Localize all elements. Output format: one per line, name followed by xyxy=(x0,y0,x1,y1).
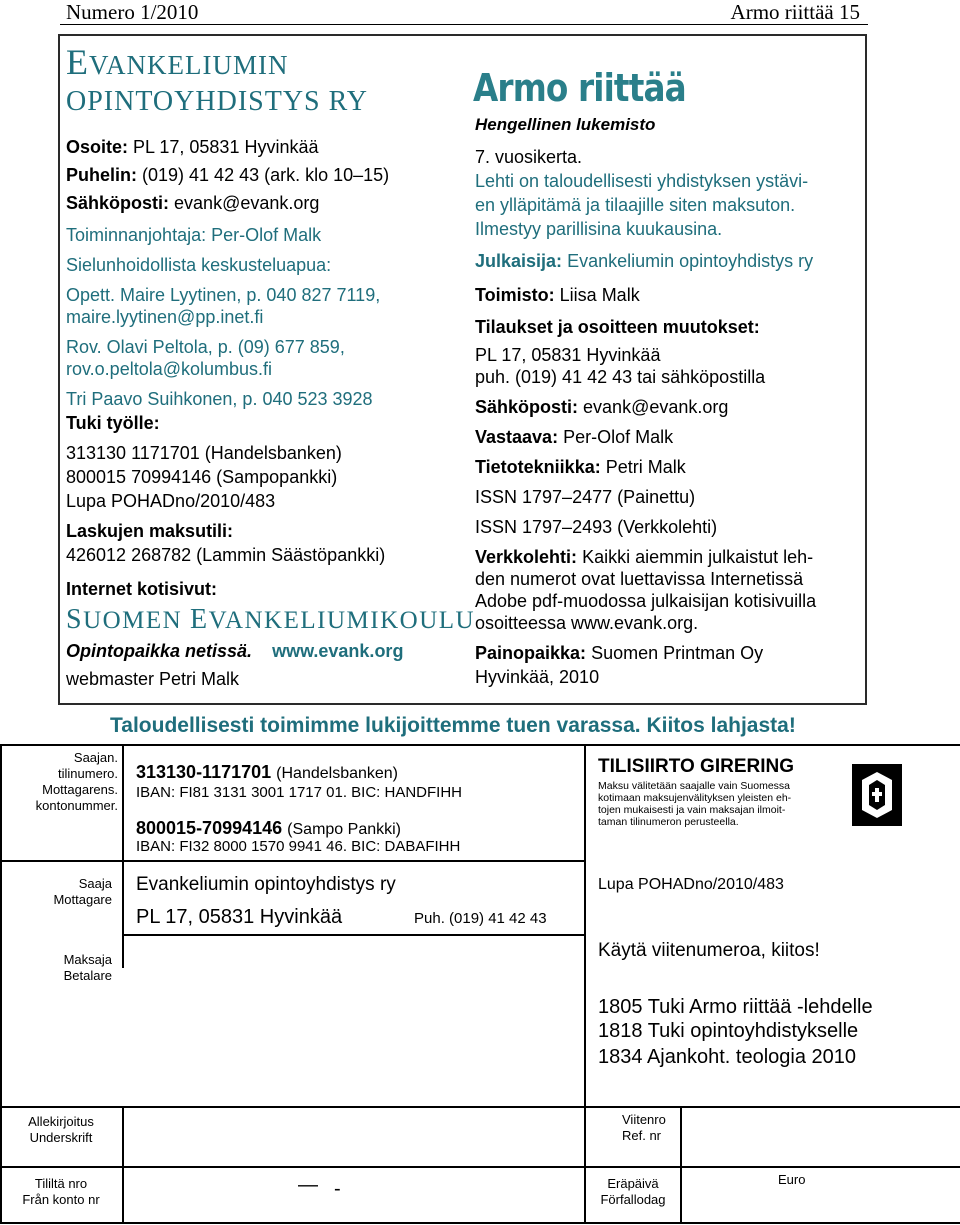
school-tagline: Opintopaikka netissä. www.evank.org xyxy=(66,641,404,661)
reference-1: 1805 Tuki Armo riittää -lehdelle xyxy=(598,996,873,1018)
school-title: SUOMEN EVANKELIUMIKOULU xyxy=(66,604,476,635)
orders-2: puh. (019) 41 42 43 tai sähköpostilla xyxy=(475,367,766,387)
billing: 426012 268782 (Lammin Säästöpankki) xyxy=(66,545,386,565)
support-1: 313130 1171701 (Handelsbanken) xyxy=(66,443,342,463)
giro-mid-divider xyxy=(584,744,586,1224)
header-rule xyxy=(60,24,868,25)
org-address: Osoite: PL 17, 05831 Hyvinkää xyxy=(66,137,319,157)
orders-1: PL 17, 05831 Hyvinkää xyxy=(475,345,661,365)
print-place-2: Hyvinkää, 2010 xyxy=(475,667,600,687)
magazine-office: Toimisto: Liisa Malk xyxy=(475,285,640,305)
account-dash-2: - xyxy=(334,1178,341,1200)
school-url[interactable]: www.evank.org xyxy=(272,641,404,661)
counsel-2a: Rov. Olavi Peltola, p. (09) 677 859, xyxy=(66,337,345,357)
org-director: Toiminnanjohtaja: Per-Olof Malk xyxy=(66,225,322,245)
org-email: Sähköposti: evank@evank.org xyxy=(66,193,320,213)
account-dash-1: — xyxy=(298,1174,318,1196)
giro-title: TILISIIRTO GIRERING xyxy=(598,756,794,777)
giro-line-4 xyxy=(0,1106,960,1108)
org-phone: Puhelin: (019) 41 42 43 (ark. klo 10–15) xyxy=(66,165,390,185)
euro-label: Euro xyxy=(778,1172,806,1187)
signature-label: Allekirjoitus Underskrift xyxy=(28,1114,94,1145)
due-date-label: Eräpäivä Förfallodag xyxy=(600,1176,666,1207)
giro-bottom-line xyxy=(0,1222,960,1224)
magazine-volume: 7. vuosikerta. xyxy=(475,147,583,167)
magazine-logo: Armo riittää xyxy=(473,66,686,110)
giro-ref-divider xyxy=(680,1106,682,1224)
web-2: den numerot ovat luettavissa Internetissä xyxy=(475,569,804,589)
permit-number: Lupa POHADno/2010/483 xyxy=(598,876,784,893)
reference-3: 1834 Ajankoht. teologia 2010 xyxy=(598,1046,856,1068)
from-account-label: Tililtä nro Från konto nr xyxy=(22,1176,100,1207)
web-label: Internet kotisivut: xyxy=(66,579,218,599)
billing-label: Laskujen maksutili: xyxy=(66,521,234,541)
reference-hint: Käytä viitenumeroa, kiitos! xyxy=(598,940,820,961)
issn-web: ISSN 1797–2493 (Verkkolehti) xyxy=(475,517,718,537)
bank-logo-icon xyxy=(852,764,902,826)
magazine-desc-3: Ilmestyy parillisina kuukausina. xyxy=(475,219,723,239)
magazine-subtitle: Hengellinen lukemisto xyxy=(475,115,656,134)
org-title-line1: EVANKELIUMIN xyxy=(66,42,289,82)
magazine-publisher: Julkaisija: Evankeliumin opintoyhdistys ry xyxy=(475,251,814,271)
support-2: 800015 70994146 (Sampopankki) xyxy=(66,467,338,487)
webmaster: webmaster Petri Malk xyxy=(66,669,240,689)
print-place: Painopaikka: Suomen Printman Oy xyxy=(475,643,764,663)
counsel-header: Sielunhoidollista keskusteluapua: xyxy=(66,255,332,275)
counsel-2b: rov.o.peltola@kolumbus.fi xyxy=(66,359,273,379)
orders-label: Tilaukset ja osoitteen muutokset: xyxy=(475,317,760,337)
counsel-1b: maire.lyytinen@pp.inet.fi xyxy=(66,307,264,327)
payee-label: Saaja Mottagare xyxy=(53,876,112,907)
magazine-it: Tietotekniikka: Petri Malk xyxy=(475,457,686,477)
payer-label: Maksaja Betalare xyxy=(63,952,112,983)
counsel-3: Tri Paavo Suihkonen, p. 040 523 3928 xyxy=(66,389,373,409)
account-1-iban: IBAN: FI81 3131 3001 1717 01. BIC: HANDFIHH xyxy=(136,784,462,801)
page-header-title: Armo riittää 15 xyxy=(730,0,860,24)
giro-notice: Maksu välitetään saajalle vain Suomessa kotimaan maksujenvälityksen yleisten eh- tojen mukaisesti ja vain maksajan ilmoit- taman tilinumeron perusteella. xyxy=(598,780,792,828)
payee-name: Evankeliumin opintoyhdistys ry xyxy=(136,874,396,895)
web-1: Verkkolehti: Kaikki aiemmin julkaistut leh- xyxy=(475,547,814,567)
payee-phone: Puh. (019) 41 42 43 xyxy=(414,910,547,927)
issue-number: Numero 1/2010 xyxy=(66,0,199,24)
support-3: Lupa POHADno/2010/483 xyxy=(66,491,276,511)
magazine-email: Sähköposti: evank@evank.org xyxy=(475,397,729,417)
giro-bottom-divider xyxy=(122,1106,124,1224)
giro-top-line xyxy=(0,744,960,746)
org-title-line2: OPINTOYHDISTYS RY xyxy=(66,86,368,117)
support-label: Tuki työlle: xyxy=(66,413,160,433)
giro-left-edge xyxy=(0,744,2,1224)
magazine-desc-1: Lehti on taloudellisesti yhdistyksen ystävi- xyxy=(475,171,809,191)
issn-print: ISSN 1797–2477 (Painettu) xyxy=(475,487,696,507)
reference-2: 1818 Tuki opintoyhdistykselle xyxy=(598,1020,859,1042)
account-2: 800015-70994146 (Sampo Pankki) xyxy=(136,818,401,838)
counsel-1a: Opett. Maire Lyytinen, p. 040 827 7119, xyxy=(66,285,381,305)
account-2-iban: IBAN: FI32 8000 1570 9941 46. BIC: DABAFIHH xyxy=(136,838,461,855)
web-4: osoitteessa www.evank.org. xyxy=(475,613,699,633)
thanks-line: Taloudellisesti toimimme lukijoittemme tuen varassa. Kiitos lahjasta! xyxy=(110,714,796,737)
account-label: Saajan. tilinumero. Mottagarens. kontonummer. xyxy=(35,750,118,813)
refnr-label: Viitenro Ref. nr xyxy=(622,1112,666,1143)
giro-line-5 xyxy=(0,1166,960,1168)
magazine-editor: Vastaava: Per-Olof Malk xyxy=(475,427,674,447)
giro-line-3 xyxy=(122,934,586,936)
account-1: 313130-1171701 (Handelsbanken) xyxy=(136,762,399,782)
giro-line-2 xyxy=(0,860,586,862)
magazine-desc-2: en ylläpitämä ja tilaajille siten maksuton. xyxy=(475,195,796,215)
web-3: Adobe pdf-muodossa julkaisijan kotisivuilla xyxy=(475,591,817,611)
payee-address: PL 17, 05831 Hyvinkää xyxy=(136,906,343,928)
